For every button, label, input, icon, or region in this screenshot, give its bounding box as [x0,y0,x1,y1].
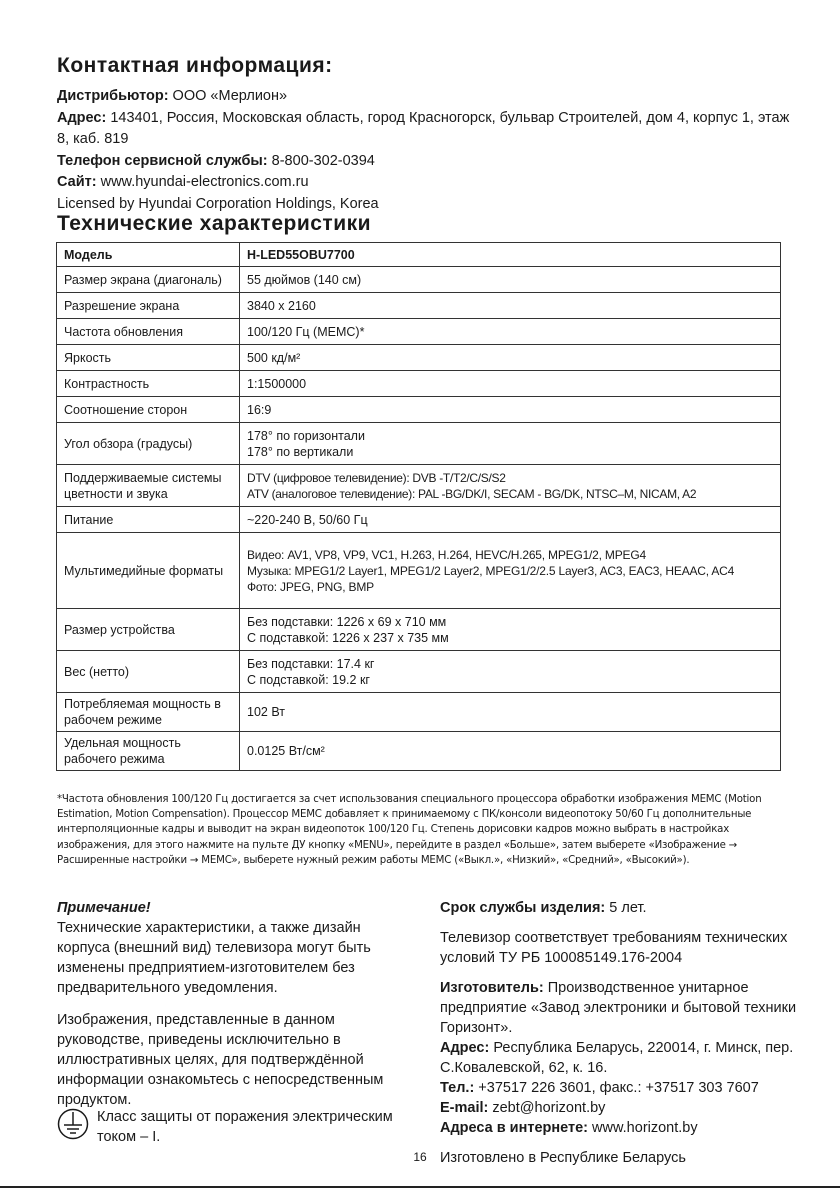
table-row [57,267,781,293]
license-line: Licensed by Hyundai Corporation Holdings, Korea [57,195,379,212]
spec-key: Разрешение экрана [57,293,240,319]
spec-key: Мультимедийные форматы [57,533,240,609]
spec-value: 0.0125 Вт/см² [240,732,781,771]
tel-value: +37517 226 3601, факс.: +37517 303 7607 [474,1080,759,1096]
web-label: Адреса в интернете: [440,1120,589,1136]
maker-line [440,978,810,1038]
distributor-label: Дистрибьютор: [57,88,169,104]
email-value: zebt@horizont.by [488,1100,606,1116]
spec-value: ~220-240 В, 50/60 Гц [240,507,781,533]
ground-icon [57,1108,89,1140]
spec-value [240,533,781,609]
spec-value: 500 кд/м² [240,345,781,371]
spec-table [56,242,781,771]
spec-key: Удельная мощность рабочего режима [57,732,240,771]
made-in-text: Изготовлено в Республике Беларусь [440,1150,686,1166]
spec-key: Размер экрана (диагональ) [57,267,240,293]
contact-heading: Контактная информация: [57,54,333,77]
maker-address-line [440,1038,810,1078]
page-number: 16 [413,1150,427,1164]
maker-address-value: Республика Беларусь, 220014, г. Минск, пер. С.Ковалевской, 62, к. 16. [440,1040,794,1076]
standard-text: Телевизор соответствует требованиям технических условий ТУ РБ 100085149.176-2004 [440,930,788,966]
service-life [440,898,810,918]
spec-value: H-LED55OBU7700 [240,243,781,267]
table-row [57,293,781,319]
tel-label: Тел.: [440,1080,475,1096]
manufacturer-block [440,898,810,1168]
spec-value: 55 дюймов (140 см) [240,267,781,293]
spec-value [240,423,781,465]
table-row [57,319,781,345]
bottom-divider [0,1186,840,1188]
spec-value [240,609,781,651]
table-row [57,345,781,371]
tel-line [440,1078,810,1098]
footnote: *Частота обновления 100/120 Гц достигается за счет использования специального процессора обработки изображения MEMC (Motion Estimation, Motion Compensation). Процессор MEMC добавляет к принимаемому с ПК/консоли видеопотоку 50/60 Гц дополнительные интерполяционные кадры и выводит на экран видеопоток 100/120 Гц. Степень дорисовки кадров можно выбрать в настройках изображения, для этого нажмите на пульте ДУ кнопку «MENU», перейдите в раздел «Больше», затем выберете «Изображение → Расширенные настройки → MEMC», выберете нужный режим работы MEMC («Выкл.», «Низкий», «Средний», «Высокий»). [57,794,762,866]
web-value: www.horizont.by [588,1120,698,1136]
email-line [440,1098,810,1118]
spec-value-line: DTV (цифровое телевидение): DVB -T/T2/C/S/S2 [247,470,506,485]
distributor-value: ООО «Мерлион» [168,88,288,104]
table-row [57,465,781,507]
table-row [57,423,781,465]
spec-value-line: С подставкой: 1226 x 237 x 735 мм [247,630,449,645]
service-life-label: Срок службы изделия: [440,900,606,916]
spec-key: Частота обновления [57,319,240,345]
spec-key: Поддерживаемые системы цветности и звука [57,465,240,507]
phone-value: 8-800-302-0394 [267,152,375,169]
phone-label: Телефон сервисной службы: [57,152,268,169]
spec-key: Размер устройства [57,609,240,651]
table-row [57,609,781,651]
spec-key: Яркость [57,345,240,371]
table-row [57,533,781,609]
table-row [57,732,781,771]
remark-paragraph: Изображения, представленные в данном руководстве, приведены исключительно в иллюстративных целях, для подтверждённой информации ознакомьтесь с непосредственным продуктом. [57,1012,384,1108]
site-line [57,172,797,194]
spec-value-line: Фото: JPEG, PNG, BMP [247,579,374,594]
remark-block [57,898,417,1122]
spec-value-line: ATV (аналоговое телевидение): PAL -BG/DK/I, SECAM - BG/DK, NTSC–M, NICAM, A2 [247,486,697,501]
web-line [440,1118,810,1138]
spec-value-line: 178° по горизонтали [247,428,365,443]
contact-block [57,86,797,215]
site-label: Сайт: [57,174,97,190]
spec-key: Угол обзора (градусы) [57,423,240,465]
phone-line [57,151,797,173]
spec-key: Контрастность [57,371,240,397]
spec-key: Соотношение сторон [57,397,240,423]
distributor-line [57,86,797,108]
maker-label: Изготовитель: [440,980,544,996]
spec-value: 100/120 Гц (MEMC)* [240,319,781,345]
spec-value-line: Музыка: MPEG1/2 Layer1, MPEG1/2 Layer2, MPEG1/2/2.5 Layer3, AC3, EAC3, HEAAC, AC4 [247,563,735,578]
address-line [57,108,797,151]
spec-key: Потребляемая мощность в рабочем режиме [57,693,240,732]
spec-value [240,465,781,507]
spec-value-line: Без подставки: 17.4 кг [247,656,375,671]
table-row [57,397,781,423]
address-label: Адрес: [57,109,107,126]
remark-paragraph: Технические характеристики, а также дизайн корпуса (внешний вид) телевизора могут быть изменены предприятием-изготовителем без предварительного уведомления. [57,920,371,996]
tech-heading: Технические характеристики [57,212,372,235]
spec-value-line: 178° по вертикали [247,444,354,459]
address-value: 143401, Россия, Московская область, город Красногорск, бульвар Строителей, дом 4, корпус 1, этаж 8, каб. 819 [57,109,790,147]
spec-value-line: Видео: AV1, VP8, VP9, VC1, H.263, H.264, HEVC/H.265, MPEG1/2, MPEG4 [247,547,646,562]
maker-address-label: Адрес: [440,1040,490,1056]
protection-text: Класс защиты от поражения электрическим током – I. [97,1109,393,1145]
spec-value: 3840 x 2160 [240,293,781,319]
spec-value [240,651,781,693]
service-life-value: 5 лет. [605,900,647,916]
table-row [57,651,781,693]
spec-value: 16:9 [240,397,781,423]
spec-key: Вес (нетто) [57,651,240,693]
spec-value-line: Без подставки: 1226 x 69 x 710 мм [247,614,447,629]
spec-value: 1:1500000 [240,371,781,397]
spec-key: Питание [57,507,240,533]
table-row [57,507,781,533]
table-row [57,243,781,267]
spec-value-line: С подставкой: 19.2 кг [247,672,370,687]
protection-class [57,1107,417,1147]
maker-value: Производственное унитарное предприятие «Завод электроники и бытовой техники Горизонт». [440,980,797,1036]
remark-title: Примечание! [57,900,151,916]
spec-value: 102 Вт [240,693,781,732]
table-row [57,371,781,397]
table-row [57,693,781,732]
email-label: E-mail: [440,1100,489,1116]
spec-key: Модель [57,243,240,267]
site-value: www.hyundai-electronics.com.ru [96,174,309,190]
